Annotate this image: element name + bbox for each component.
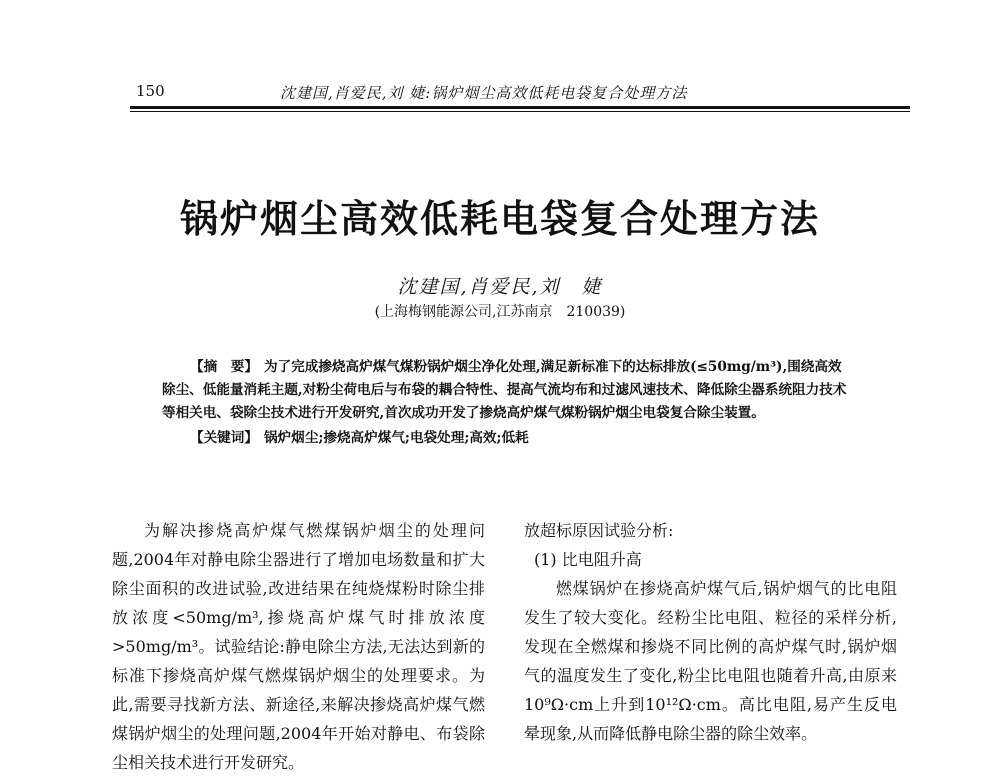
body-paragraph-left: 为解决掺烧高炉煤气燃煤锅炉烟尘的处理问题,2004年对静电除尘器进行了增加电场数量和扩大除尘面积的改进试验,改进结果在纯烧煤粉时除尘排放浓度<50mg/m³,掺烧高炉煤气时排放浓度>50mg/m³。试验结论:静电除尘方法,无法达到新的标准下掺烧高炉煤气燃煤锅炉烟尘的处理要求。为此,需要寻找新方法、新途径,来解决掺烧高炉煤气燃煤锅炉烟尘的处理问题,2004年开始对静电、布袋除尘相关技术进行开发研究。: [112, 521, 485, 772]
abstract-text: 为了完成掺烧高炉煤气煤粉锅炉烟尘净化处理,满足新标准下的达标排放(≤50mg/m³),围绕高效除尘、低能量消耗主题,对粉尘荷电后与布袋的耦合特性、提高气流均布和过滤风速技术、降低除尘器系统阻力技术等相关电、袋除尘技术进行开发研究,首次成功开发了掺烧高炉煤气煤粉锅炉烟尘电袋复合除尘装置。: [162, 359, 847, 421]
keywords-paragraph: [162, 427, 852, 450]
body-column-left: [112, 516, 485, 777]
article-affiliation: (上海梅钢能源公司,江苏南京 210039): [374, 304, 626, 320]
keywords-text: 锅炉烟尘;掺烧高炉煤气;电袋处理;高效;低耗: [263, 430, 529, 446]
header-rule-thin: [130, 111, 910, 112]
body-paragraph-right: 燃煤锅炉在掺烧高炉煤气后,锅炉烟气的比电阻发生了较大变化。经粉尘比电阻、粒径的采样分析,发现在全燃煤和掺烧不同比例的高炉煤气时,锅炉烟气的温度发生了变化,粉尘比电阻也随着升高,由原来10⁹Ω·cm上升到10¹²Ω·cm。高比电阻,易产生反电晕现象,从而降低静电除尘器的除尘效率。: [524, 579, 897, 743]
abstract-paragraph: [162, 356, 852, 425]
keywords-label: 【关键词】: [190, 430, 258, 446]
body-subheading: (1) 比电阻升高: [534, 550, 642, 569]
abstract-label: 【摘 要】: [190, 359, 258, 375]
running-head: [130, 80, 910, 106]
page-number: 150: [136, 82, 165, 100]
body-column-right: [524, 516, 897, 748]
article-authors: 沈建国,肖爱民,刘 婕: [397, 276, 603, 298]
header-rule-thick: [130, 106, 910, 109]
body-intro-right: 放超标原因试验分析:: [524, 521, 674, 540]
running-title: 沈建国,肖爱民,刘 婕:锅炉烟尘高效低耗电袋复合处理方法: [280, 84, 688, 102]
column-gap: [508, 520, 509, 760]
abstract-block: [162, 356, 852, 450]
article-title: 锅炉烟尘高效低耗电袋复合处理方法: [179, 196, 820, 241]
